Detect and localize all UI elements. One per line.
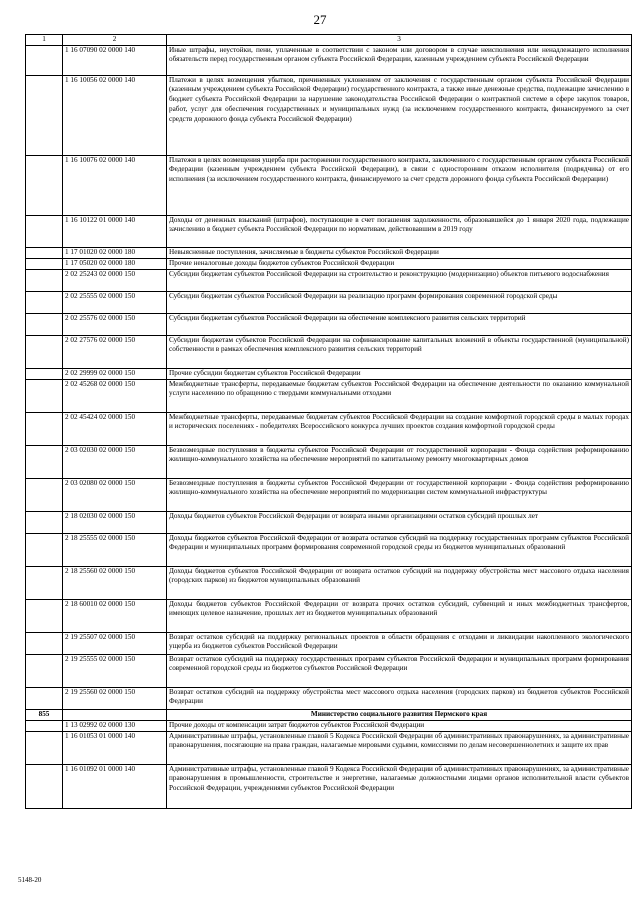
row-number-cell — [26, 379, 63, 412]
income-description-cell: Межбюджетные трансферты, передаваемые бюджетам субъектов Российской Федерации на создание комфортной городской среды в малых городах и исторических поселениях - победителях Всероссийского конкурса лучших проектов создания комфортной городской среды — [167, 412, 632, 445]
row-number-cell — [26, 599, 63, 632]
income-description-cell: Доходы бюджетов субъектов Российской Федерации от возврата иными организациями остатков субсидий прошлых лет — [167, 511, 632, 533]
income-description-cell: Субсидии бюджетам субъектов Российской Федерации на строительство и реконструкцию (модернизацию) объектов питьевого водоснабжения — [167, 269, 632, 291]
table-row — [26, 75, 632, 155]
table-row — [26, 155, 632, 215]
budget-code-cell: 1 16 10076 02 0000 140 — [63, 155, 167, 215]
row-number-cell — [26, 687, 63, 709]
row-number-cell — [26, 478, 63, 511]
table-row — [26, 368, 632, 379]
row-number-cell — [26, 75, 63, 155]
page-number: 27 — [313, 12, 327, 27]
column-header-2: 2 — [63, 35, 167, 46]
column-header-1: 1 — [26, 35, 63, 46]
budget-code-cell: 2 19 25507 02 0000 150 — [63, 632, 167, 654]
income-description-cell: Межбюджетные трансферты, передаваемые бюджетам субъектов Российской Федерации на обеспечение деятельности по оказанию коммунальной услуги населению по обращению с твердыми коммунальными отходами — [167, 379, 632, 412]
row-number-cell — [26, 720, 63, 731]
administrator-name: Министерство социального развития Пермского края — [167, 709, 632, 720]
budget-code-cell: 1 16 01053 01 0000 140 — [63, 731, 167, 764]
table-row — [26, 632, 632, 654]
table-row — [26, 335, 632, 368]
budget-code-cell: 1 13 02992 02 0000 130 — [63, 720, 167, 731]
table-row — [26, 687, 632, 709]
column-header-3: 3 — [167, 35, 632, 46]
budget-code-cell: 1 16 10122 01 0000 140 — [63, 215, 167, 247]
row-number-cell — [26, 731, 63, 764]
row-number-cell — [26, 764, 63, 808]
table-header-row — [26, 35, 632, 46]
row-number-cell — [26, 269, 63, 291]
row-number-cell — [26, 654, 63, 687]
budget-code-cell: 1 17 05020 02 0000 180 — [63, 258, 167, 269]
budget-code-cell: 2 02 25243 02 0000 150 — [63, 269, 167, 291]
row-number-cell — [26, 412, 63, 445]
income-description-cell: Невыясненные поступления, зачисляемые в бюджеты субъектов Российской Федерации — [167, 247, 632, 258]
income-description-cell: Безвозмездные поступления в бюджеты субъектов Российской Федерации от государственной корпорации - Фонда содействия реформированию жилищно-коммунального хозяйства на обеспечение мероприятий по капитальному ремонту многоквартирных домов — [167, 445, 632, 478]
budget-codes-table — [25, 34, 632, 809]
budget-code-cell: 2 03 02030 02 0000 150 — [63, 445, 167, 478]
administrator-row — [26, 709, 632, 720]
income-description-cell: Возврат остатков субсидий на поддержку государственных программ субъектов Российской Федерации и муниципальных программ формирования современной городской среды из бюджетов субъектов Российской Федерации — [167, 654, 632, 687]
budget-code-cell: 2 18 25560 02 0000 150 — [63, 566, 167, 599]
budget-code-cell: 2 02 25555 02 0000 150 — [63, 291, 167, 313]
row-number-cell — [26, 155, 63, 215]
row-number-cell — [26, 45, 63, 75]
income-description-cell: Платежи в целях возмещения ущерба при расторжении государственного контракта, заключенного с государственным органом субъекта Российской Федерации (казенным учреждением субъекта Российской Федерации), в связи с односторонним отказом исполнителя (подрядчика) от его исполнения (за исключением государственного контракта, финансируемого за счет средств дорожного фонда субъекта Российской Федерации) — [167, 155, 632, 215]
table-row — [26, 511, 632, 533]
row-number-cell — [26, 291, 63, 313]
administrator-code: 855 — [26, 709, 63, 720]
table-row — [26, 258, 632, 269]
row-number-cell — [26, 632, 63, 654]
income-description-cell: Прочие доходы от компенсации затрат бюджетов субъектов Российской Федерации — [167, 720, 632, 731]
table-row — [26, 764, 632, 808]
income-description-cell: Возврат остатков субсидий на поддержку региональных проектов в области обращения с отходами и ликвидации накопленного экологического ущерба из бюджетов субъектов Российской Федерации — [167, 632, 632, 654]
budget-code-cell: 1 16 10056 02 0000 140 — [63, 75, 167, 155]
row-number-cell — [26, 335, 63, 368]
income-description-cell: Платежи в целях возмещения убытков, причиненных уклонением от заключения с государственным органом субъекта Российской Федерации (казенным учреждением субъекта Российской Федерации) государственного контракта, а также иные денежные средства, подлежащие зачислению в бюджет субъекта Российской Федерации за нарушение законодательства Российской Федерации о контрактной системе в сфере закупок товаров, работ, услуг для обеспечения государственных и муниципальных нужд (за исключением государственного контракта, финансируемого за счет средств дорожного фонда субъекта Российской Федерации) — [167, 75, 632, 155]
table-row — [26, 599, 632, 632]
table-row — [26, 731, 632, 764]
table-row — [26, 566, 632, 599]
budget-code-cell: 2 02 45268 02 0000 150 — [63, 379, 167, 412]
income-description-cell: Иные штрафы, неустойки, пени, уплаченные в соответствии с законом или договором в случае неисполнения или ненадлежащего исполнения обязательств перед государственным органом субъекта Российской Федерации, казенным учреждением субъекта Российской Федерации — [167, 45, 632, 75]
row-number-cell — [26, 511, 63, 533]
budget-code-cell: 2 02 27576 02 0000 150 — [63, 335, 167, 368]
table-row — [26, 720, 632, 731]
table-row — [26, 269, 632, 291]
table-row — [26, 412, 632, 445]
table-row — [26, 215, 632, 247]
row-number-cell — [26, 445, 63, 478]
income-description-cell: Доходы бюджетов субъектов Российской Федерации от возврата прочих остатков субсидий, субвенций и иных межбюджетных трансфертов, имеющих целевое назначение, прошлых лет из бюджетов муниципальных образований — [167, 599, 632, 632]
income-description-cell: Доходы бюджетов субъектов Российской Федерации от возврата остатков субсидий на поддержку обустройства мест массового отдыха населения (городских парков) из бюджетов муниципальных образований — [167, 566, 632, 599]
table-row — [26, 533, 632, 566]
income-description-cell: Субсидии бюджетам субъектов Российской Федерации на обеспечение комплексного развития сельских территорий — [167, 313, 632, 335]
table-row — [26, 379, 632, 412]
budget-code-cell: 2 02 25576 02 0000 150 — [63, 313, 167, 335]
budget-code-cell: 2 03 02080 02 0000 150 — [63, 478, 167, 511]
row-number-cell — [26, 368, 63, 379]
income-description-cell: Прочие субсидии бюджетам субъектов Российской Федерации — [167, 368, 632, 379]
table-row — [26, 247, 632, 258]
income-description-cell: Административные штрафы, установленные главой 5 Кодекса Российской Федерации об административных правонарушениях, за административные правонарушения, посягающие на права граждан, налагаемые мировыми судьями, комиссиями по делам несовершеннолетних и защите их прав — [167, 731, 632, 764]
income-description-cell: Прочие неналоговые доходы бюджетов субъектов Российской Федерации — [167, 258, 632, 269]
income-description-cell: Доходы от денежных взысканий (штрафов), поступающие в счет погашения задолженности, образовавшейся до 1 января 2020 года, подлежащие зачислению в бюджет субъекта Российской Федерации по нормативам, действовавшим в 2019 году — [167, 215, 632, 247]
table-row — [26, 291, 632, 313]
budget-code-cell — [63, 709, 167, 720]
budget-code-cell: 1 16 07090 02 0000 140 — [63, 45, 167, 75]
budget-code-cell: 2 18 60010 02 0000 150 — [63, 599, 167, 632]
budget-code-cell: 2 02 29999 02 0000 150 — [63, 368, 167, 379]
budget-code-cell: 1 16 01092 01 0000 140 — [63, 764, 167, 808]
budget-code-cell: 1 17 01020 02 0000 180 — [63, 247, 167, 258]
income-description-cell: Безвозмездные поступления в бюджеты субъектов Российской Федерации от государственной корпорации - Фонда содействия реформированию жилищно-коммунального хозяйства на обеспечение мероприятий по модернизации систем коммунальной инфраструктуры — [167, 478, 632, 511]
table-row — [26, 654, 632, 687]
income-description-cell: Субсидии бюджетам субъектов Российской Федерации на реализацию программ формирования современной городской среды — [167, 291, 632, 313]
table-row — [26, 45, 632, 75]
budget-code-cell: 2 18 02030 02 0000 150 — [63, 511, 167, 533]
budget-code-cell: 2 18 25555 02 0000 150 — [63, 533, 167, 566]
table-row — [26, 478, 632, 511]
table-row — [26, 313, 632, 335]
row-number-cell — [26, 258, 63, 269]
row-number-cell — [26, 533, 63, 566]
income-description-cell: Субсидии бюджетам субъектов Российской Федерации на софинансирование капитальных вложений в объекты государственной (муниципальной) собственности в рамках обеспечения комплексного развития сельских территорий — [167, 335, 632, 368]
income-description-cell: Административные штрафы, установленные главой 9 Кодекса Российской Федерации об административных правонарушениях, за административные правонарушения в промышленности, строительстве и энергетике, налагаемые должностными лицами органов исполнительной власти субъектов Российской Федерации, учреждениями субъектов Российской Федерации — [167, 764, 632, 808]
row-number-cell — [26, 313, 63, 335]
budget-code-cell: 2 19 25555 02 0000 150 — [63, 654, 167, 687]
document-code: 5148-20 — [18, 876, 42, 884]
row-number-cell — [26, 247, 63, 258]
row-number-cell — [26, 215, 63, 247]
table-row — [26, 445, 632, 478]
row-number-cell — [26, 566, 63, 599]
income-description-cell: Возврат остатков субсидий на поддержку обустройства мест массового отдыха населения (городских парков) из бюджетов субъектов Российской Федерации — [167, 687, 632, 709]
budget-code-cell: 2 19 25560 02 0000 150 — [63, 687, 167, 709]
budget-code-cell: 2 02 45424 02 0000 150 — [63, 412, 167, 445]
income-description-cell: Доходы бюджетов субъектов Российской Федерации от возврата остатков субсидий на поддержку государственных программ субъектов Российской Федерации и муниципальных программ формирования современной городской среды из бюджетов муниципальных образований — [167, 533, 632, 566]
